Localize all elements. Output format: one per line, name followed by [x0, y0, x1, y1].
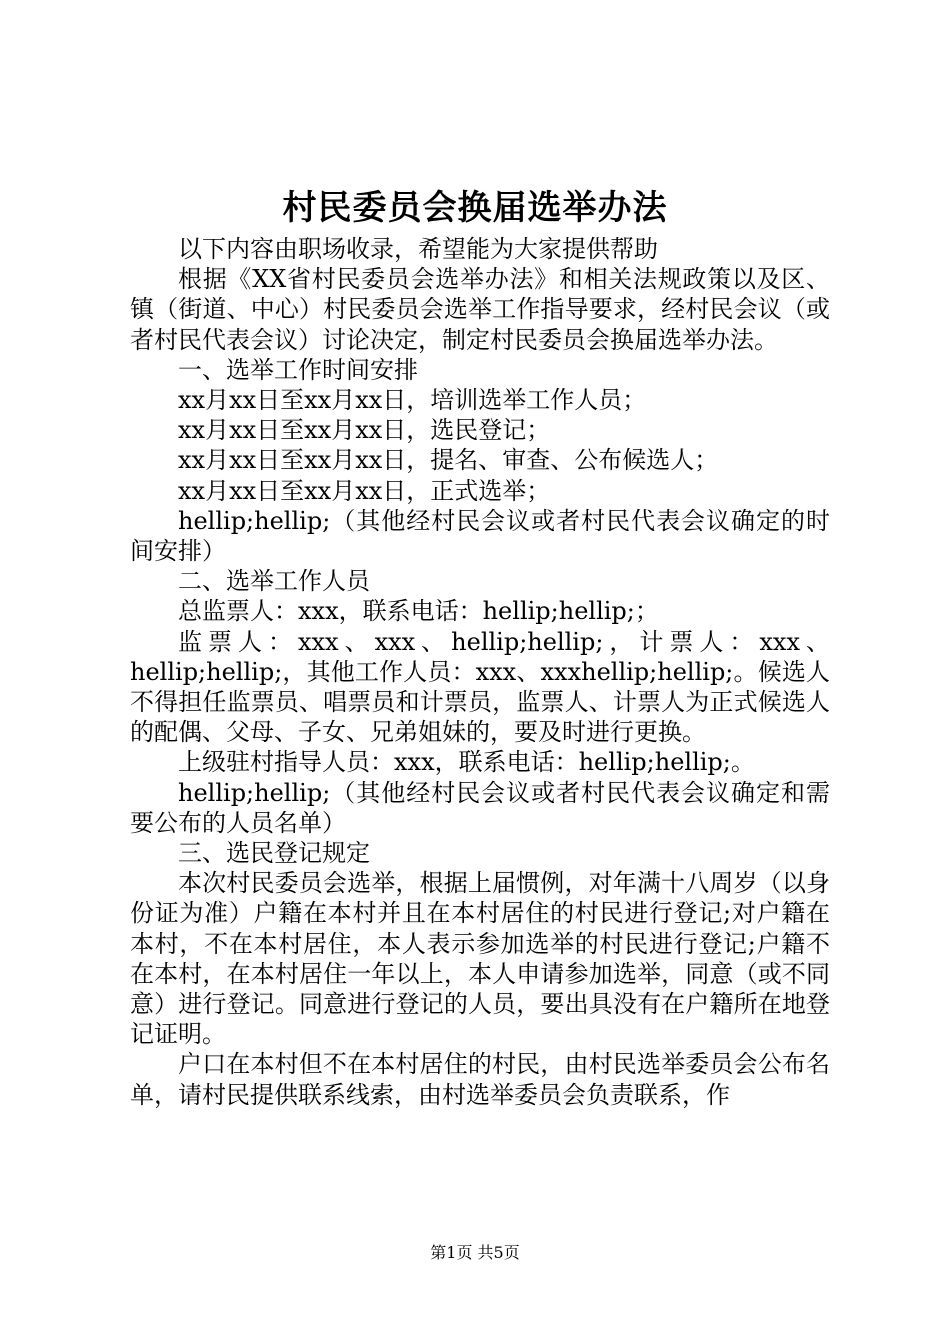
staff-note: hellip;hellip;（其他经村民会议或者村民代表会议确定和需要公布的人员名单）	[130, 778, 830, 837]
schedule-item: xx月xx日至xx月xx日，提名、审查、公布候选人；	[178, 446, 719, 475]
staff-chief-scrutineer: 总监票人：xxx，联系电话：hellip;hellip;；	[178, 597, 659, 626]
schedule-note: hellip;hellip;（其他经村民会议或者村民代表会议确定的时间安排）	[130, 506, 830, 566]
staff-supervisor: 上级驻村指导人员：xxx，联系电话：hellip;hellip;。	[178, 748, 755, 777]
schedule-item: xx月xx日至xx月xx日，正式选举；	[178, 476, 551, 505]
document-title: 村民委员会换届选举办法	[282, 188, 668, 228]
section-heading-registration: 三、选民登记规定	[178, 839, 370, 868]
page-number-footer: 第1页 共5页	[430, 1243, 520, 1262]
paragraph-basis: 根据《XX省村民委员会选举办法》和相关法规政策以及区、镇（街道、中心）村民委员会选举工作指导要求，经村民会议（或者村民代表会议）讨论决定，制定村民委员会换届选举办法。	[130, 265, 830, 354]
section-heading-schedule: 一、选举工作时间安排	[178, 355, 418, 384]
document-body	[130, 234, 830, 1110]
paragraph-absent-residents: 户口在本村但不在本村居住的村民，由村民选举委员会公布名单，请村民提供联系线索，由村选举委员会负责联系，作	[130, 1050, 830, 1109]
schedule-item: xx月xx日至xx月xx日，选民登记；	[178, 416, 551, 445]
paragraph-registration: 本次村民委员会选举，根据上届惯例，对年满十八周岁（以身份证为准）户籍在本村并且在本村居住的村民进行登记;对户籍在本村，不在本村居住，本人表示参加选举的村民进行登记;户籍不在本村，在本村居住一年以上，本人申请参加选举，同意（或不同意）进行登记。同意进行登记的人员，要出具没有在户籍所在地登记证明。	[130, 869, 830, 1049]
paragraph-intro: 以下内容由职场收录，希望能为大家提供帮助	[178, 235, 658, 263]
staff-scrutineers: 监票人：xxx、xxx、hellip;hellip;，计票人：xxx、hellip;hellip;，其他工作人员：xxx、xxxhellip;hellip;。候选人不得担任监票员、唱票员和计票员，监票人、计票人为正式候选人的配偶、父母、子女、兄弟姐妹的，要及时进行更换。	[130, 627, 830, 747]
schedule-item: xx月xx日至xx月xx日，培训选举工作人员；	[178, 386, 647, 415]
section-heading-staff: 二、选举工作人员	[178, 567, 370, 596]
